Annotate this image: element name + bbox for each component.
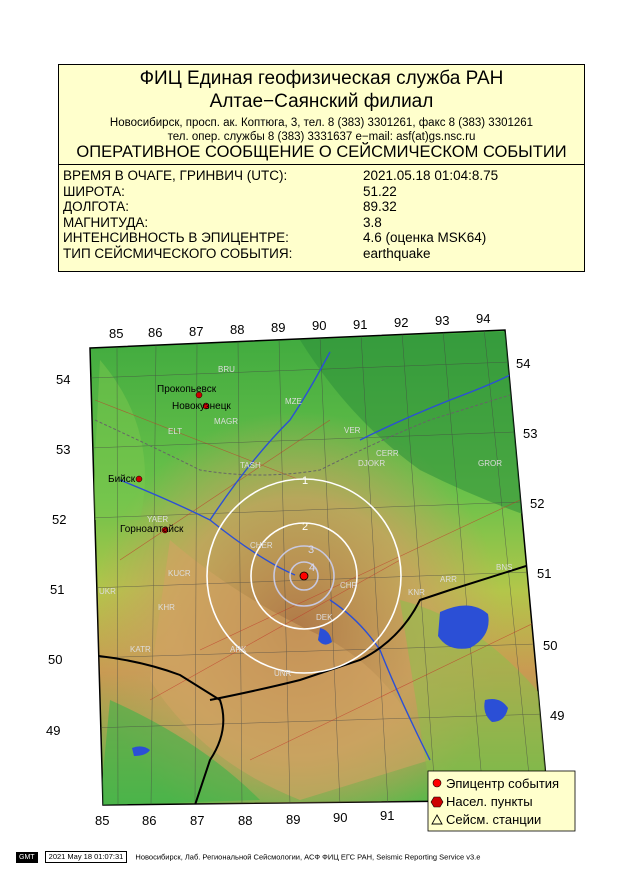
city-marker <box>136 476 142 482</box>
station-label: TASH <box>240 461 261 470</box>
legend-settlement-symbol <box>431 797 443 807</box>
isoseismal-label: 2 <box>302 521 309 533</box>
station-label: MZE <box>285 397 302 406</box>
city-label: Бийск <box>108 474 136 485</box>
station-label: CHR <box>340 581 358 590</box>
station-label: ARR <box>440 575 457 584</box>
station-label: DJOKR <box>358 459 386 468</box>
lat-tick-label: 51 <box>50 582 65 597</box>
isoseismal-label: 4 <box>309 562 316 574</box>
param-label: ДОЛГОТА: <box>63 199 129 215</box>
contact-line: тел. опер. службы 8 (383) 3331637 e−mail: asf(at)gs.nsc.ru <box>167 131 476 143</box>
station-label: GROR <box>478 459 502 468</box>
station-label: ARK <box>230 645 247 654</box>
city-label: Прокопьевск <box>157 384 217 395</box>
station-label: KUCR <box>168 569 191 578</box>
station-label: UNR <box>274 669 292 678</box>
city-label: Горноалтайск <box>120 524 184 535</box>
lon-tick-label: 85 <box>95 813 110 828</box>
station-label: VER <box>344 426 361 435</box>
lon-tick-label: 89 <box>286 812 301 827</box>
station-label: CERR <box>376 449 399 458</box>
param-value: 3.8 <box>363 214 382 230</box>
header-divider <box>59 164 584 165</box>
lat-tick-label: 50 <box>48 652 63 667</box>
lon-tick-label: 88 <box>230 322 245 337</box>
isoseismal-label: 3 <box>308 544 315 556</box>
lat-tick-label: 54 <box>56 372 71 387</box>
lat-labels-left <box>46 372 70 738</box>
report-title: ОПЕРАТИВНОЕ СООБЩЕНИЕ О СЕЙСМИЧЕСКОМ СОБЫТИИ <box>76 143 567 161</box>
lon-tick-label: 88 <box>238 813 253 828</box>
org-title: ФИЦ Единая геофизическая служба РАН <box>139 68 504 89</box>
lon-tick-label: 91 <box>380 808 395 823</box>
param-row-latitude <box>63 184 578 200</box>
param-row-time <box>63 168 578 184</box>
gmt-logo: GMT <box>16 852 38 863</box>
legend-settlements-label: Насел. пункты <box>446 794 533 809</box>
lon-tick-label: 85 <box>109 326 124 341</box>
param-label: МАГНИТУДА: <box>63 214 149 230</box>
station-label: BNS <box>496 563 513 572</box>
city-label: Новокузнецк <box>172 401 231 412</box>
branch-title: Алтае−Саянский филиал <box>209 91 434 112</box>
param-row-intensity <box>63 230 578 246</box>
legend-stations-label: Сейсм. станции <box>446 812 542 827</box>
station-label: UKR <box>99 587 116 596</box>
param-label: ШИРОТА: <box>63 183 125 199</box>
lon-tick-label: 93 <box>435 313 450 328</box>
station-label: YAER <box>147 515 169 524</box>
legend-epicenter-symbol <box>433 779 441 787</box>
param-value: 51.22 <box>363 183 397 199</box>
lat-tick-label: 54 <box>516 356 531 371</box>
station-label: BRU <box>218 365 235 374</box>
address-line: Новосибирск, просп. ак. Коптюга, 3, тел. 8 (383) 3301261, факс 8 (383) 3301261 <box>109 117 534 129</box>
lon-tick-label: 94 <box>476 311 491 326</box>
lon-tick-label: 86 <box>142 813 157 828</box>
param-value: 2021.05.18 01:04:8.75 <box>363 168 499 183</box>
footer <box>16 851 480 863</box>
station-label: CHER <box>250 541 273 550</box>
footer-credits: Новосибирск, Лаб. Региональной Сейсмологии, АСФ ФИЦ ЕГС РАН, Seismic Reporting Service v3.e <box>135 852 481 862</box>
station-label: KHR <box>158 603 175 612</box>
param-row-magnitude <box>63 215 578 231</box>
lat-tick-label: 53 <box>523 426 538 441</box>
station-label: MAGR <box>214 417 238 426</box>
lat-tick-label: 49 <box>46 723 61 738</box>
param-row-event-type <box>63 246 578 262</box>
footer-timestamp: 2021 May 18 01:07:31 <box>45 851 128 863</box>
lon-tick-label: 92 <box>394 315 409 330</box>
station-label: ELT <box>168 427 183 436</box>
lon-tick-label: 89 <box>271 320 286 335</box>
lat-tick-label: 53 <box>56 442 71 457</box>
param-label: ИНТЕНСИВНОСТЬ В ЭПИЦЕНТРЕ: <box>63 230 289 246</box>
terrain-relief <box>90 330 550 810</box>
param-value: 89.32 <box>363 199 397 215</box>
lat-tick-label: 52 <box>530 496 545 511</box>
lat-tick-label: 51 <box>537 566 552 581</box>
lon-tick-label: 91 <box>353 317 368 332</box>
legend-epicenter-label: Эпицентр события <box>446 776 560 791</box>
lon-tick-label: 90 <box>333 810 348 825</box>
param-row-longitude <box>63 199 578 215</box>
map-svg <box>0 300 620 840</box>
lon-tick-label: 87 <box>190 813 205 828</box>
isoseismal-label: 1 <box>302 475 309 487</box>
param-label: ТИП СЕЙСМИЧЕСКОГО СОБЫТИЯ: <box>63 245 293 261</box>
lon-tick-label: 90 <box>312 318 327 333</box>
lon-tick-label: 86 <box>148 325 163 340</box>
lon-labels-bottom <box>95 808 394 828</box>
param-value: earthquake <box>363 245 431 261</box>
lon-tick-label: 87 <box>189 324 204 339</box>
epicenter-map <box>0 300 620 840</box>
lat-tick-label: 52 <box>52 512 67 527</box>
lat-tick-label: 50 <box>543 638 558 653</box>
station-label: DEK <box>316 613 333 622</box>
station-label: KATR <box>130 645 151 654</box>
lat-tick-label: 49 <box>550 708 565 723</box>
param-label: ВРЕМЯ В ОЧАГЕ, ГРИНВИЧ (UTC): <box>63 168 288 183</box>
station-label: KNR <box>408 588 425 597</box>
param-value: 4.6 (оценка MSK64) <box>363 230 487 246</box>
map-legend <box>428 771 575 831</box>
parameter-table <box>63 168 578 262</box>
report-header <box>58 64 585 272</box>
epicenter-marker <box>300 572 308 580</box>
